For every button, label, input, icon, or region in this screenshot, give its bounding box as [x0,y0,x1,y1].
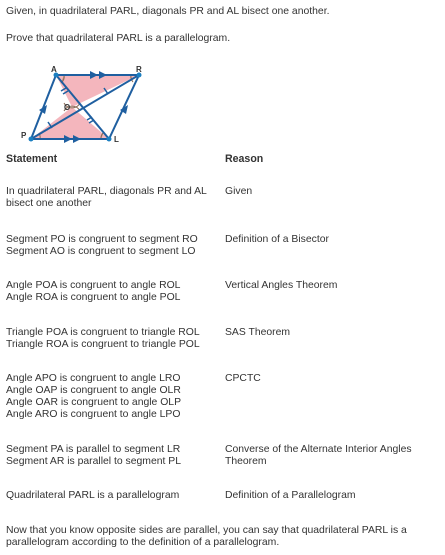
statement-line: Triangle POA is congruent to triangle ROL [6,327,200,338]
statement-row-4 [6,327,200,351]
label-L: L [114,135,119,144]
statement-line: Triangle ROA is congruent to triangle POL [6,339,200,350]
reason-row-6 [225,444,412,468]
vertex-P [29,137,34,142]
statement-line: In quadrilateral PARL, diagonals PR and AL [6,186,207,197]
label-R: R [136,65,142,74]
statement-line: Segment AO is congruent to segment LO [6,246,196,257]
label-A: A [51,65,57,74]
statement-line: bisect one another [6,198,92,209]
statement-row-6 [6,444,181,468]
label-P: P [21,131,27,140]
conclusion-text [6,525,407,549]
statement-line: Angle ROA is congruent to angle POL [6,292,181,303]
statement-row-3 [6,280,180,304]
reason-row-1 [225,186,252,198]
reason-row-4 [225,327,290,339]
conclusion-line: Now that you know opposite sides are parallel, you can say that quadrilateral PARL is a [6,525,407,536]
reason-line: Converse of the Alternate Interior Angles [225,444,412,455]
parallelogram-diagram [14,60,154,150]
given-text: Given, in quadrilateral PARL, diagonals PR and AL bisect one another. [6,6,330,17]
reason-line: Vertical Angles Theorem [225,280,338,291]
reason-row-7 [225,490,356,502]
reason-row-2 [225,234,329,246]
statement-row-5 [6,373,181,421]
statement-line: Angle OAR is congruent to angle OLP [6,397,182,408]
reason-row-5 [225,373,261,385]
statement-line: Angle ARO is congruent to angle LPO [6,409,181,420]
reason-line: SAS Theorem [225,327,291,338]
statement-row-2 [6,234,198,258]
reason-row-3 [225,280,337,292]
vertex-L [107,137,112,142]
reason-line: Given [225,186,253,197]
label-O: O [64,103,71,112]
reason-line: Definition of a Parallelogram [225,490,356,501]
statement-line: Segment AR is parallel to segment PL [6,456,182,467]
conclusion-line: parallelogram according to the definition of a parallelogram. [6,537,280,548]
statement-line: Angle APO is congruent to angle LRO [6,373,181,384]
reason-line: Theorem [225,456,267,467]
statement-line: Segment PA is parallel to segment LR [6,444,181,455]
prove-text: Prove that quadrilateral PARL is a parallelogram. [6,33,231,44]
statement-line: Angle POA is congruent to angle ROL [6,280,181,291]
statement-row-7 [6,490,179,502]
reason-line: Definition of a Bisector [225,234,329,245]
statement-line: Angle OAP is congruent to angle OLR [6,385,181,396]
statement-header: Statement [6,153,58,165]
statement-line: Segment PO is congruent to segment RO [6,234,198,245]
reason-line: CPCTC [225,373,261,384]
reason-header: Reason [225,153,264,165]
statement-line: Quadrilateral PARL is a parallelogram [6,490,180,501]
statement-row-1 [6,186,207,210]
